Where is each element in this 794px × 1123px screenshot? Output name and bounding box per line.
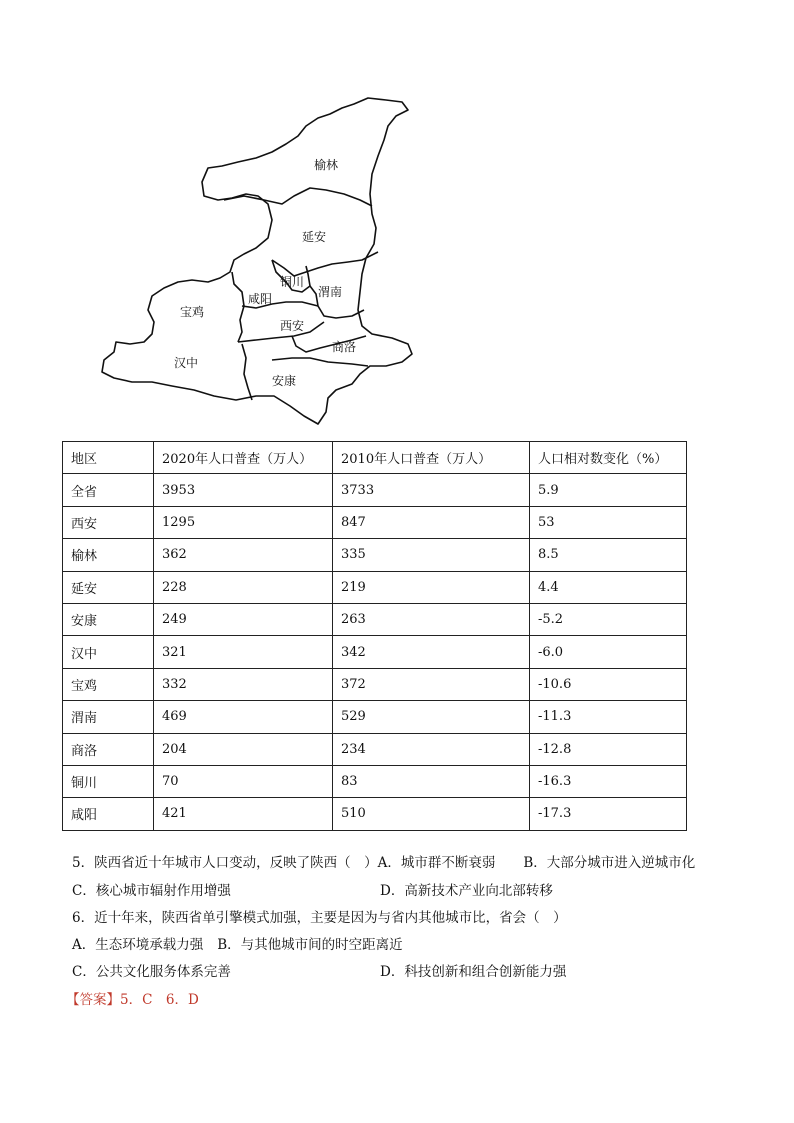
table-cell: 宝鸡 [63, 668, 154, 700]
question-6-option-d: D．科技创新和组合创新能力强 [380, 964, 567, 980]
table-cell: 咸阳 [63, 798, 154, 830]
population-table [62, 441, 687, 831]
table-cell: 70 [154, 765, 333, 797]
table-cell: -16.3 [530, 765, 687, 797]
table-cell: 渭南 [63, 701, 154, 733]
table-cell: 83 [333, 765, 530, 797]
table-cell: 510 [333, 798, 530, 830]
table-cell: 铜川 [63, 765, 154, 797]
question-5-option-a: A．城市群不断衰弱 [377, 855, 496, 871]
question-5-line-1 [72, 851, 695, 871]
question-6-line-1 [72, 906, 567, 926]
table-cell: 3733 [333, 474, 530, 506]
table-row [63, 733, 687, 765]
map-label-tongchuan: 铜川 [280, 275, 305, 289]
table-cell: -5.2 [530, 603, 687, 635]
table-cell: 321 [154, 636, 333, 668]
table-cell: 3953 [154, 474, 333, 506]
table-row [63, 506, 687, 538]
answer-line [66, 988, 199, 1008]
table-cell: 421 [154, 798, 333, 830]
map-label-xianyang: 咸阳 [248, 292, 273, 306]
table-row [63, 798, 687, 830]
table-cell: 469 [154, 701, 333, 733]
table-row [63, 701, 687, 733]
table-cell: 335 [333, 539, 530, 571]
table-cell: 228 [154, 571, 333, 603]
map-label-yanan: 延安 [302, 230, 327, 244]
table-cell: 249 [154, 603, 333, 635]
table-cell: 342 [333, 636, 530, 668]
province-outline [102, 98, 412, 424]
table-header-cell: 地区 [63, 442, 154, 474]
table-cell: 汉中 [63, 636, 154, 668]
table-cell: 529 [333, 701, 530, 733]
table-cell: 5.9 [530, 474, 687, 506]
table-cell: 全省 [63, 474, 154, 506]
table-cell: 延安 [63, 571, 154, 603]
question-6-option-a: A．生态环境承载力强 [72, 937, 204, 953]
question-6-line-2 [72, 933, 403, 953]
table-row [63, 539, 687, 571]
question-5-option-b: B．大部分城市进入逆城市化 [523, 855, 696, 871]
table-row [63, 668, 687, 700]
shaanxi-map [96, 96, 416, 426]
table-cell: -12.8 [530, 733, 687, 765]
question-6-line-3 [72, 960, 566, 980]
table-header-cell: 2010年人口普查（万人） [333, 442, 530, 474]
table-cell: 332 [154, 668, 333, 700]
table-header-row [63, 442, 687, 474]
table-cell: 219 [333, 571, 530, 603]
table-row [63, 765, 687, 797]
question-5-stem: 5．陕西省近十年城市人口变动，反映了陕西（ ） [72, 855, 378, 871]
table-cell: -11.3 [530, 701, 687, 733]
table-header-cell: 2020年人口普查（万人） [154, 442, 333, 474]
shaanxi-map-svg [96, 96, 416, 426]
table-row [63, 636, 687, 668]
table-cell: 372 [333, 668, 530, 700]
table-header-cell: 人口相对数变化（%） [530, 442, 687, 474]
table-cell: 263 [333, 603, 530, 635]
table-cell: -6.0 [530, 636, 687, 668]
table-cell: 204 [154, 733, 333, 765]
answer-text: 5．C 6．D [120, 992, 199, 1008]
map-label-hanzhong: 汉中 [174, 356, 199, 370]
table-cell: 安康 [63, 603, 154, 635]
table-row [63, 571, 687, 603]
table-cell: 商洛 [63, 733, 154, 765]
question-5-option-c: C．核心城市辐射作用增强 [72, 883, 231, 899]
table-cell: -10.6 [530, 668, 687, 700]
table-cell: 362 [154, 539, 333, 571]
table-cell: 8.5 [530, 539, 687, 571]
table-cell: 847 [333, 506, 530, 538]
question-6-stem: 6．近十年来，陕西省单引擎模式加强，主要是因为与省内其他城市比，省会（ ） [72, 910, 567, 926]
answer-tag: 【答案】 [66, 992, 120, 1008]
question-6-option-c: C．公共文化服务体系完善 [72, 964, 231, 980]
map-label-shangluo: 商洛 [332, 340, 357, 354]
table-cell: 榆林 [63, 539, 154, 571]
table-row [63, 603, 687, 635]
map-label-xian: 西安 [280, 319, 305, 333]
map-label-weinan: 渭南 [318, 285, 343, 299]
question-6-option-b: B．与其他城市间的时空距离近 [217, 937, 403, 953]
table-cell: 1295 [154, 506, 333, 538]
table-cell: 西安 [63, 506, 154, 538]
table-cell: 53 [530, 506, 687, 538]
question-5-option-d: D．高新技术产业向北部转移 [380, 883, 553, 899]
question-5-line-2 [72, 879, 553, 899]
table-cell: -17.3 [530, 798, 687, 830]
table-cell: 4.4 [530, 571, 687, 603]
map-label-yulin: 榆林 [314, 158, 339, 172]
map-label-ankang: 安康 [272, 374, 297, 388]
table-row [63, 474, 687, 506]
table-cell: 234 [333, 733, 530, 765]
map-label-baoji: 宝鸡 [180, 305, 205, 319]
